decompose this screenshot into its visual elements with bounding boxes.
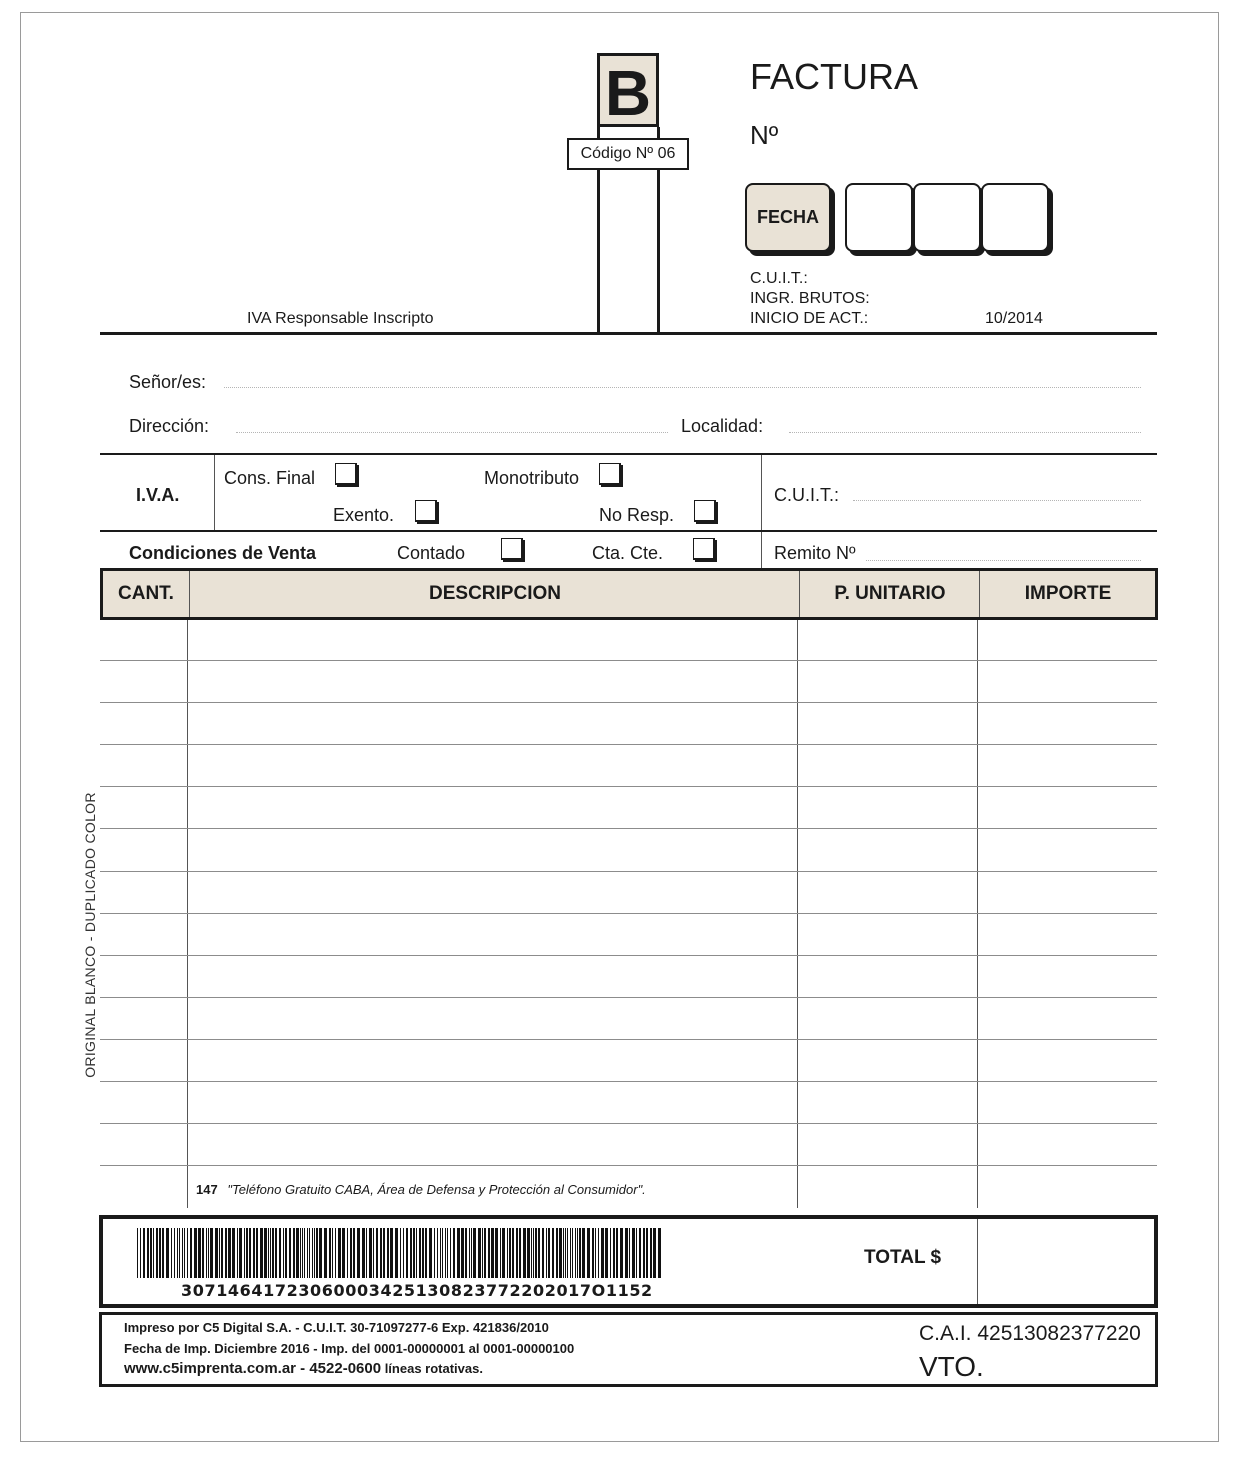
- iva-separator-left: [214, 455, 215, 531]
- barcode-number: 30714641723060003425130823772202017O1152: [181, 1281, 653, 1300]
- contado-checkbox[interactable]: [501, 538, 523, 560]
- direccion-field[interactable]: [236, 432, 668, 433]
- table-row[interactable]: [100, 828, 1157, 829]
- table-row[interactable]: [100, 997, 1157, 998]
- fecha-month-field[interactable]: [913, 183, 981, 252]
- table-row[interactable]: [100, 1123, 1157, 1124]
- client-cuit-field[interactable]: [853, 500, 1141, 501]
- localidad-label: Localidad:: [681, 416, 764, 436]
- column-importe: IMPORTE: [979, 571, 1156, 617]
- barcode-graphic: [137, 1228, 661, 1278]
- remito-field[interactable]: [866, 560, 1141, 561]
- header-divider: [100, 332, 1157, 335]
- client-cuit-label: C.U.I.T.:: [774, 485, 840, 505]
- col-sep-1: [187, 620, 188, 1208]
- issuer-inicio-label: INICIO DE ACT.:: [750, 310, 869, 327]
- invoice-title: FACTURA: [750, 56, 919, 97]
- printer-line-2: Fecha de Imp. Diciembre 2016 - Imp. del 0001-00000001 al 0001-00000100: [124, 1341, 575, 1356]
- direccion-label: Dirección:: [129, 416, 210, 436]
- iva-separator-right: [761, 455, 762, 568]
- table-row[interactable]: [100, 955, 1157, 956]
- consumer-footnote-text: "Teléfono Gratuito CABA, Área de Defensa y Protección al Consumidor".: [227, 1182, 646, 1197]
- senores-label: Señor/es:: [129, 372, 207, 392]
- consumer-footnote: [196, 1182, 646, 1197]
- printer-web: www.c5imprenta.com.ar - 4522-0600: [124, 1360, 382, 1377]
- column-cant: CANT.: [118, 583, 174, 604]
- total-separator: [977, 1219, 978, 1304]
- total-amount-field[interactable]: [981, 1219, 1154, 1304]
- table-row[interactable]: [100, 1081, 1157, 1082]
- exento-checkbox[interactable]: [415, 500, 437, 522]
- monotributo-label: Monotributo: [484, 468, 580, 488]
- table-row[interactable]: [100, 871, 1157, 872]
- cons-final-checkbox[interactable]: [335, 463, 357, 485]
- column-descripcion: DESCRIPCION: [189, 571, 800, 617]
- remito-label: Remito Nº: [774, 543, 856, 563]
- copy-type-label: ORIGINAL BLANCO - DUPLICADO COLOR: [82, 792, 98, 1078]
- column-p-unitario: P. UNITARIO: [799, 571, 980, 617]
- items-table-header: [100, 568, 1158, 620]
- cai-number: C.A.I. 42513082377220: [919, 1322, 1141, 1345]
- consumer-footnote-number: 147: [196, 1182, 218, 1197]
- fecha-label: FECHA: [745, 183, 831, 252]
- issuer-inicio-value: 10/2014: [985, 310, 1043, 327]
- col-sep-3: [977, 620, 978, 1208]
- fecha-year-field[interactable]: [981, 183, 1049, 252]
- table-row[interactable]: [100, 660, 1157, 661]
- localidad-field[interactable]: [789, 432, 1141, 433]
- issuer-cuit-label: C.U.I.T.:: [750, 270, 808, 287]
- iva-label: I.V.A.: [136, 485, 180, 505]
- iva-status: IVA Responsable Inscripto: [247, 310, 434, 327]
- vto-label: VTO.: [919, 1351, 984, 1382]
- table-row[interactable]: [100, 913, 1157, 914]
- table-row[interactable]: [100, 1039, 1157, 1040]
- iva-divider: [100, 530, 1157, 532]
- total-label: TOTAL $: [864, 1247, 942, 1268]
- client-divider: [100, 453, 1157, 455]
- exento-label: Exento.: [333, 505, 395, 525]
- table-row[interactable]: [100, 786, 1157, 787]
- cta-cte-label: Cta. Cte.: [592, 543, 664, 563]
- table-row[interactable]: [100, 744, 1157, 745]
- printer-line-1: Impreso por C5 Digital S.A. - C.U.I.T. 30-71097277-6 Exp. 421836/2010: [124, 1320, 549, 1335]
- printer-line-3: [124, 1360, 483, 1377]
- invoice-letter-box: B: [597, 53, 659, 127]
- no-resp-checkbox[interactable]: [694, 500, 716, 522]
- condiciones-label: Condiciones de Venta: [129, 543, 317, 563]
- table-row[interactable]: [100, 702, 1157, 703]
- issuer-ingr-brutos-label: INGR. BRUTOS:: [750, 290, 870, 307]
- invoice-number-label: Nº: [750, 120, 779, 150]
- table-row[interactable]: [100, 1165, 1157, 1166]
- cta-cte-checkbox[interactable]: [693, 538, 715, 560]
- codigo-label: Código Nº 06: [567, 138, 689, 170]
- senores-field[interactable]: [224, 387, 1141, 388]
- fecha-day-field[interactable]: [845, 183, 913, 252]
- monotributo-checkbox[interactable]: [599, 463, 621, 485]
- printer-web-suffix: líneas rotativas.: [381, 1361, 483, 1376]
- col-sep-2: [797, 620, 798, 1208]
- no-resp-label: No Resp.: [599, 505, 675, 525]
- contado-label: Contado: [397, 543, 466, 563]
- cons-final-label: Cons. Final: [224, 468, 316, 488]
